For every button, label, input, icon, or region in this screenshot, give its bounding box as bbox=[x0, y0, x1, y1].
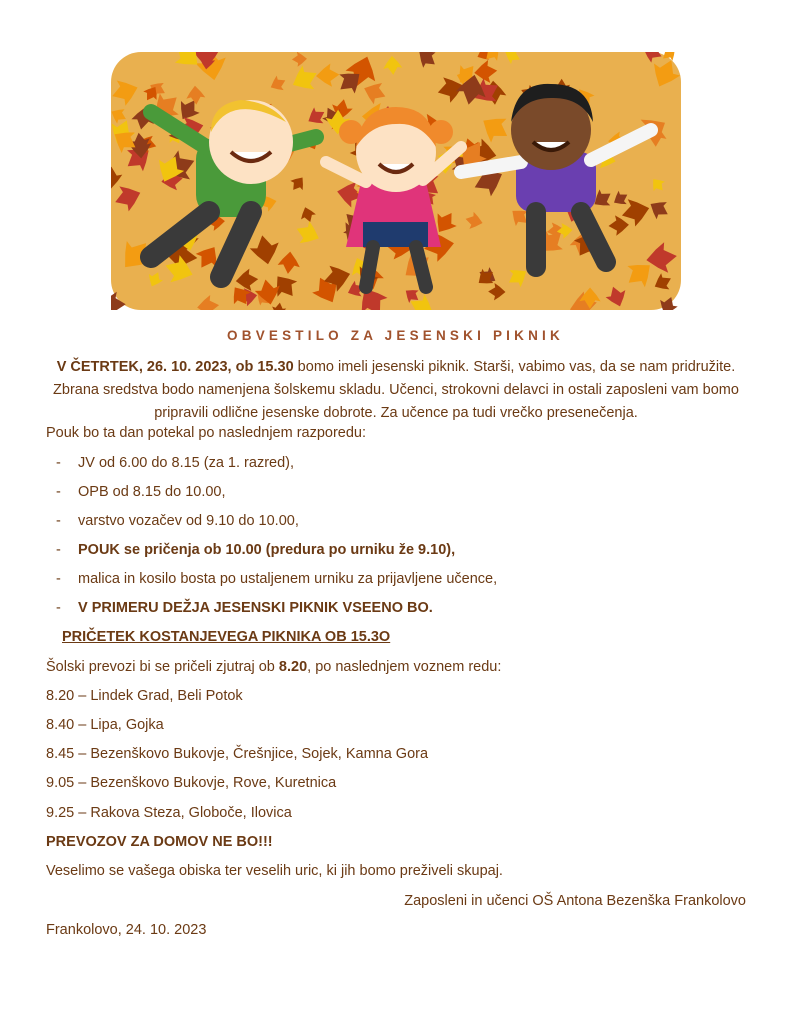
route-line: 9.05 – Bezenškovo Bukovje, Rove, Kuretnica bbox=[46, 775, 337, 791]
picnic-start: PRIČETEK KOSTANJEVEGA PIKNIKA OB 15.3O bbox=[62, 629, 391, 645]
route-line: 8.40 – Lipa, Gojka bbox=[46, 717, 164, 733]
schedule-item: - JV od 6.00 do 8.15 (za 1. razred), bbox=[56, 455, 295, 471]
autumn-children-illustration bbox=[111, 52, 681, 310]
schedule-item: - malica in kosilo bosta po ustaljenem urniku za prijavljene učence, bbox=[56, 571, 498, 587]
notice-title: OBVESTILO ZA JESENSKI PIKNIK bbox=[227, 328, 564, 343]
closing-line: Veselimo se vašega obiska ter veselih uric, ki jih bomo preživeli skupaj. bbox=[46, 863, 503, 879]
transport-intro: Šolski prevozi bi se pričeli zjutraj ob 8.20, po naslednjem voznem redu: bbox=[46, 659, 502, 675]
route-line: 8.45 – Bezenškovo Bukovje, Črešnjice, Sojek, Kamna Gora bbox=[46, 746, 429, 762]
route-line: 9.25 – Rakova Steza, Globoče, Ilovica bbox=[46, 805, 292, 821]
schedule-item: - POUK se pričenja ob 10.00 (predura po urniku že 9.10), bbox=[56, 542, 456, 558]
place-date: Frankolovo, 24. 10. 2023 bbox=[46, 922, 207, 938]
route-line: 8.20 – Lindek Grad, Beli Potok bbox=[46, 688, 243, 704]
intro-text: bomo imeli jesenski piknik. Starši, vabimo vas, da se nam pridružite. Zbrana sredstva bodo namenjena šolskemu skladu. Učenci, strokovni delavci in ostali zaposleni vam bomo pripravili odlične jesenske dobrote. Za učence pa tudi vrečko presenečenja. bbox=[53, 359, 739, 421]
intro-date: V ČETRTEK, 26. 10. 2023, ob 15.30 bbox=[56, 359, 294, 375]
schedule-item: - V PRIMERU DEŽJA JESENSKI PIKNIK VSEENO BO. bbox=[56, 600, 433, 616]
signature: Zaposleni in učenci OŠ Antona Bezenška Frankolovo bbox=[404, 893, 746, 909]
schedule-item: - varstvo vozačev od 9.10 do 10.00, bbox=[56, 513, 299, 529]
schedule-item: - OPB od 8.15 do 10.00, bbox=[56, 484, 226, 500]
no-return-notice: PREVOZOV ZA DOMOV NE BO!!! bbox=[46, 834, 273, 850]
intro-paragraph bbox=[46, 356, 746, 425]
schedule-intro: Pouk bo ta dan potekal po naslednjem razporedu: bbox=[46, 425, 367, 441]
